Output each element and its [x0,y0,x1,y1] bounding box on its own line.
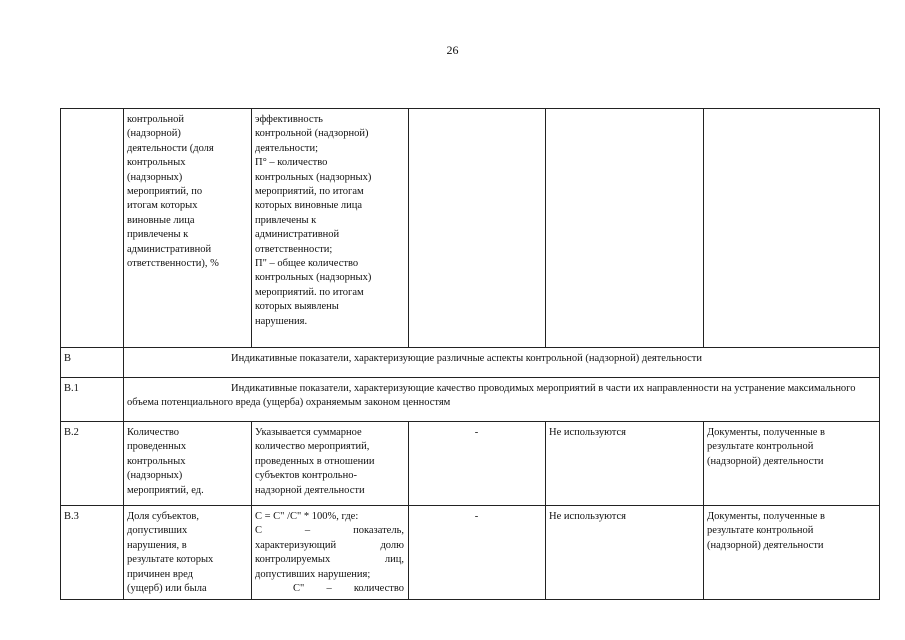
formula-token: долю [380,539,404,551]
cell-target [409,109,546,348]
text-line: надзорной деятельности [255,484,365,496]
formula-token: – [326,583,332,595]
text-line: результате контрольной [707,525,814,537]
formula-token: С [255,525,263,537]
text-line: результате контрольной [707,441,814,453]
text-line: количество мероприятий, [255,441,370,453]
text-line: проведенных [127,441,187,453]
text-line: Количество [127,427,180,438]
page-number: 26 [446,43,459,57]
section-heading: Индикативные показатели, характеризующие различные аспекты контрольной (надзорной) деятельности [124,348,880,378]
text-line: Указывается суммарное [255,427,362,438]
text-line: (ущерб) или была [127,583,207,595]
formula-token: – [304,525,311,537]
text-line: контрольной (надзорной) [255,128,369,140]
text-line: контрольных (надзорных) [255,272,372,284]
text-line: (надзорной) деятельности [707,539,824,551]
text-line: нарушения, в [127,539,187,551]
cell-indicator-name [124,422,252,506]
text-line: привлечены к [127,229,189,241]
text-line: субъектов контрольно- [255,470,357,482]
cell-formula [252,109,409,348]
formula-token: С" [293,583,305,595]
cell-formula [252,422,409,506]
text-line: (надзорных) [127,470,183,482]
text-line: П° – количество [255,157,328,169]
text-line: Документы, полученные в [707,427,825,438]
text-line: допустивших [127,525,188,537]
formula-token: лиц, [384,554,404,566]
text-line: проведенных в отношении [255,455,375,467]
text-line: (надзорных) [127,171,183,183]
text-line: которых виновные лица [255,200,363,212]
cell-source [704,506,880,600]
cell-target: - [409,506,546,600]
table-row-continued [61,109,880,348]
table-row-section-b1 [61,378,880,422]
text-line: результате которых [127,554,214,566]
formula-token: показатель, [353,525,404,537]
text-line: (надзорной) деятельности [707,455,824,467]
cell-indicator-name [124,506,252,600]
text-line: (надзорной) [127,128,181,140]
cell-usage: Не используются [546,506,704,600]
table-row-b2 [61,422,880,506]
cell-indicator-name [124,109,252,348]
text-line: административной [255,229,340,241]
text-line: контрольной [127,114,185,125]
formula-token: характеризующий [255,539,337,551]
text-line: Доля субъектов, [127,511,200,522]
formula-token: количество [353,583,404,595]
text-line: которых выявлены [255,301,339,313]
formula-line: С = С" /С" * 100%, где: [255,511,359,522]
cell-code [61,109,124,348]
formula-line: допустивших нарушения; [255,568,371,580]
cell-formula [252,506,409,600]
text-line: причинен вред [127,568,193,580]
text-line: мероприятий, по [127,186,203,198]
text-line: деятельности (доля [127,142,214,154]
formula-line [255,539,404,553]
cell-usage: Не используются [546,422,704,506]
table-row-b3 [61,506,880,600]
text-line: административной [127,243,212,255]
cell-code: В.2 [61,422,124,506]
text-line: ответственности), % [127,258,219,270]
cell-target: - [409,422,546,506]
text-line: нарушения. [255,315,308,327]
text-line: П" – общее количество [255,258,359,270]
cell-usage [546,109,704,348]
text-line: мероприятий, по итогам [255,186,364,198]
text-line: виновные лица [127,214,195,226]
formula-line [255,553,404,567]
text-line: деятельности; [255,142,319,154]
text-line: Документы, полученные в [707,511,825,522]
text-line: контрольных [127,157,186,169]
text-line: контрольных (надзорных) [255,171,372,183]
text-line: итогам которых [127,200,198,212]
formula-line [255,582,404,596]
text-line: контрольных [127,455,186,467]
indicators-table [60,108,880,600]
formula-line [255,524,404,538]
text-line: мероприятий, ед. [127,484,204,496]
cell-source [704,422,880,506]
section-heading: Индикативные показатели, характеризующие качество проводимых мероприятий в части их направленности на устранение максимального объема потенциального вреда (ущерба) охраняемым законом ценностям [124,378,880,422]
cell-source [704,109,880,348]
cell-code: В.3 [61,506,124,600]
text-line: ответственности; [255,243,333,255]
cell-code: В.1 [61,378,124,422]
text-line: эффективность [255,114,323,125]
table-row-section-b [61,348,880,378]
text-line: привлечены к [255,214,317,226]
cell-code: В [61,348,124,378]
formula-token: контролируемых [255,554,331,566]
text-line: мероприятий. по итогам [255,286,364,298]
